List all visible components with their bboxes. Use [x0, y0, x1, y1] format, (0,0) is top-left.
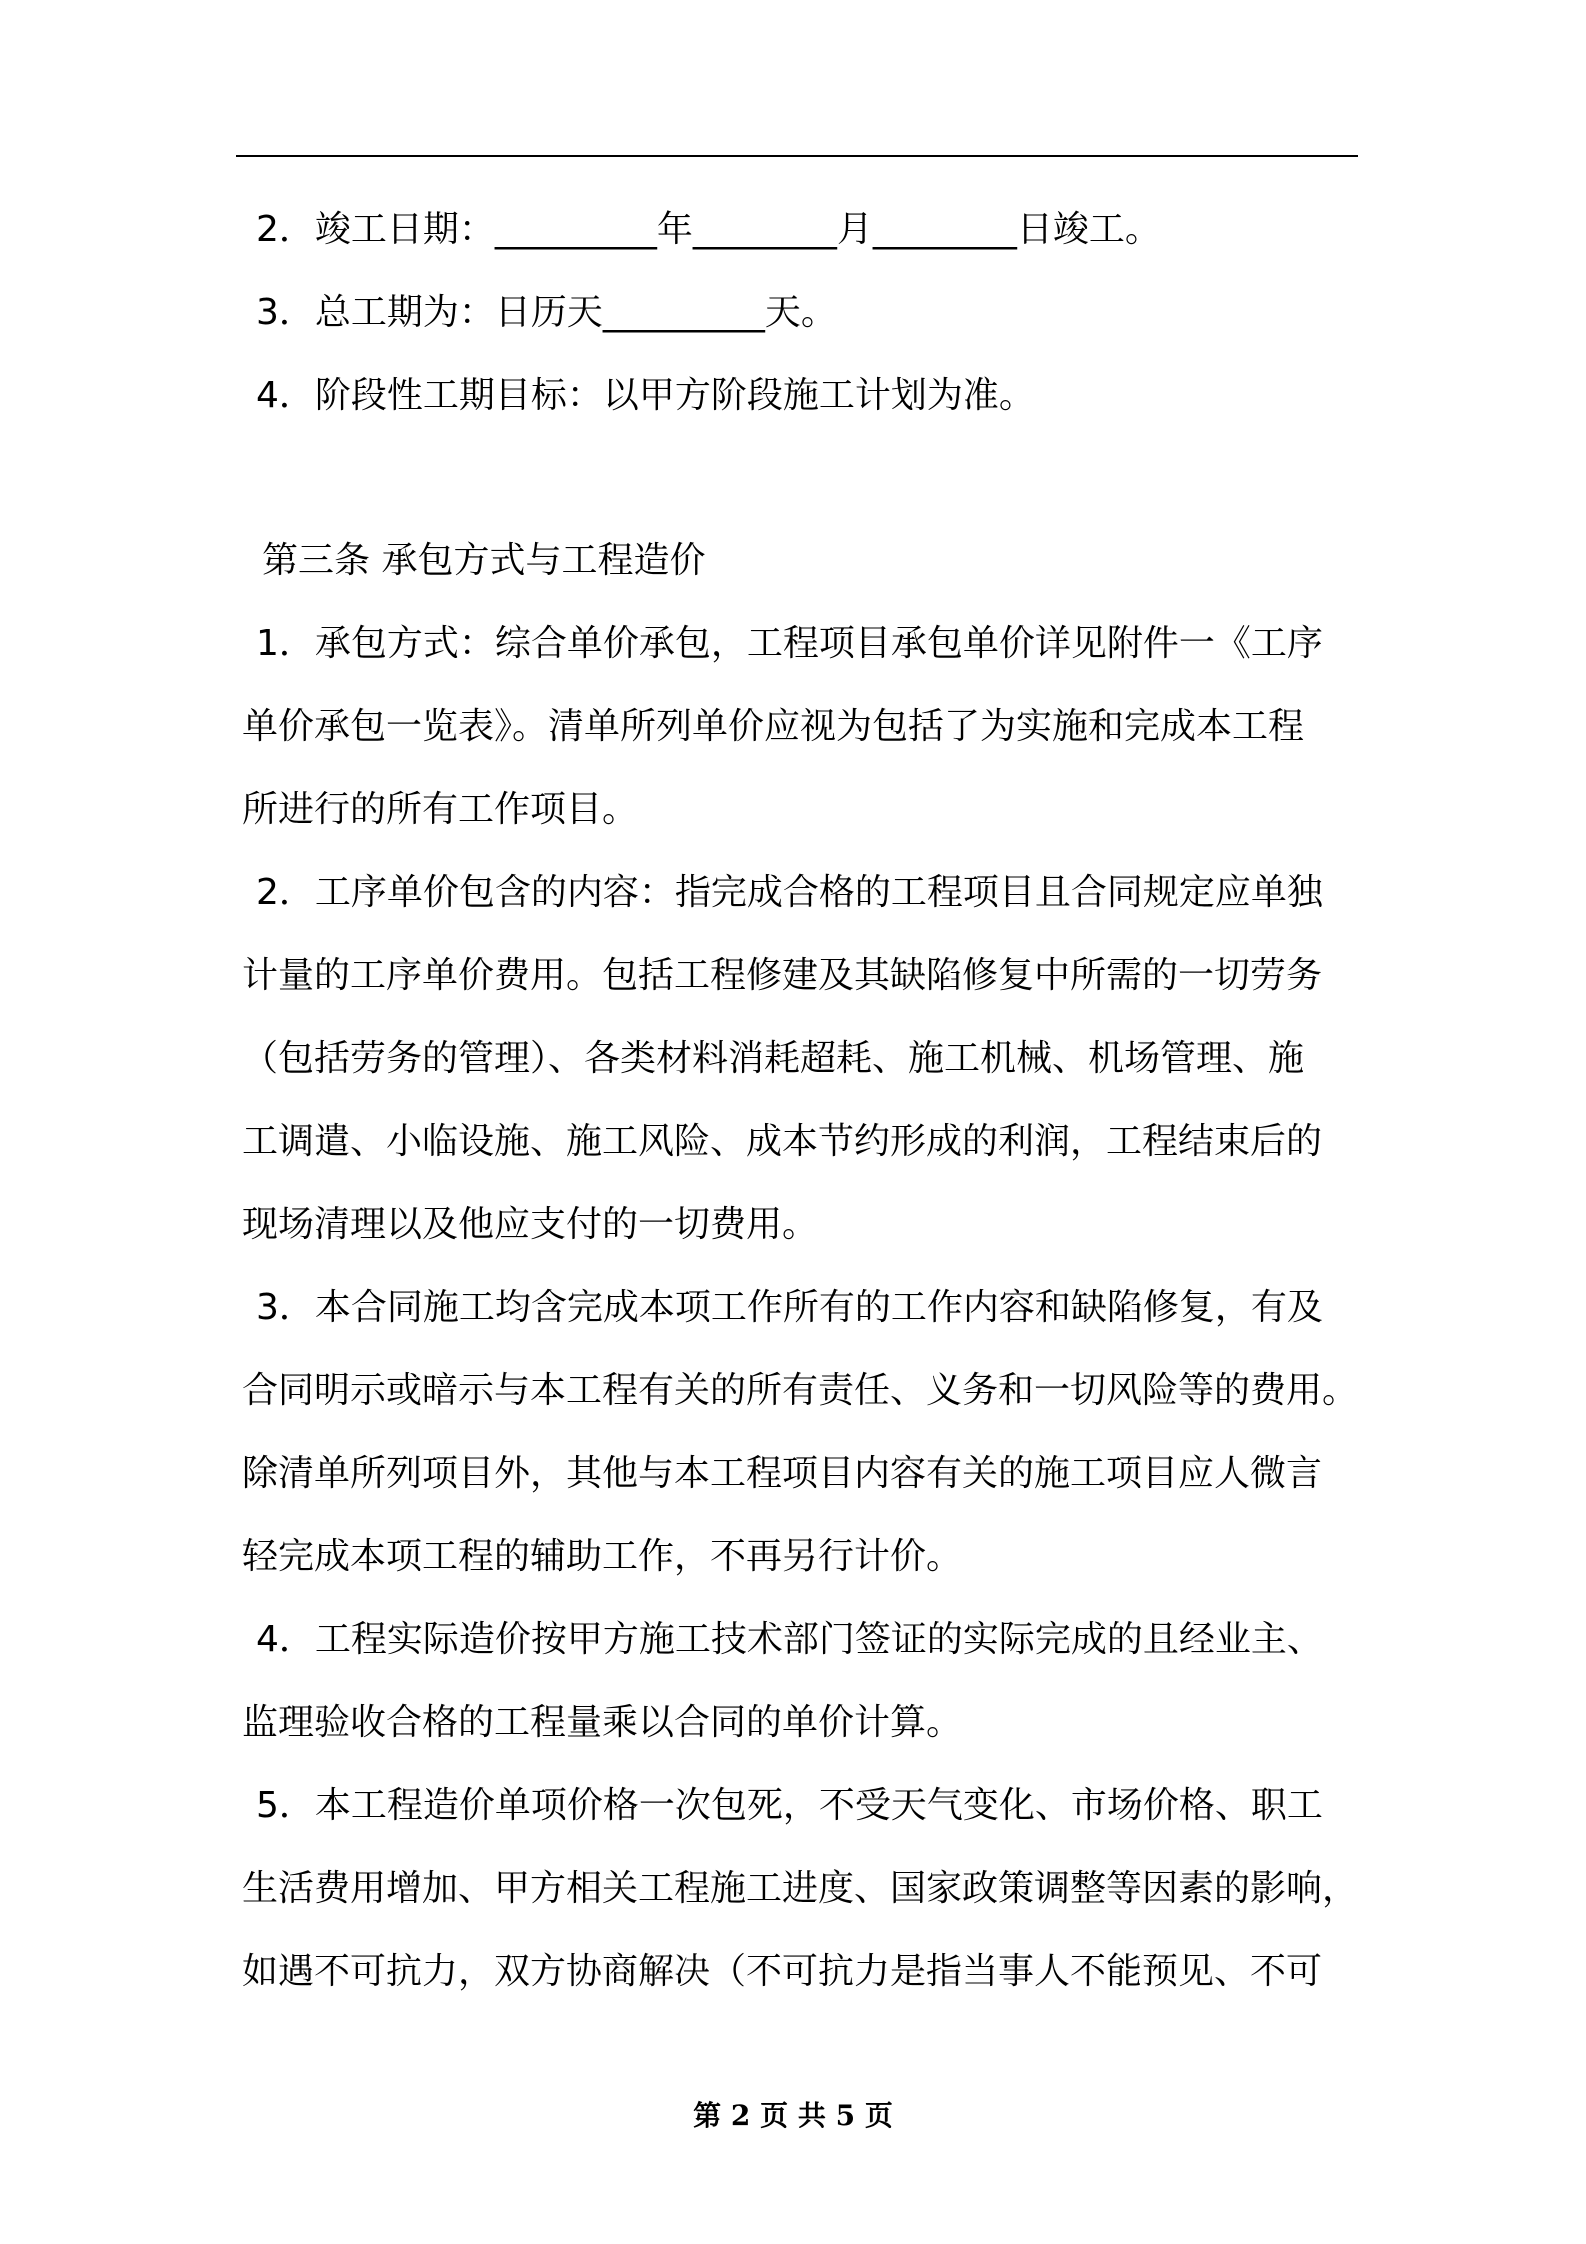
paragraph-line: 5．本工程造价单项价格一次包死，不受天气变化、市场价格、职工: [256, 1785, 1323, 1826]
paragraph-line: 2．工序单价包含的内容：指完成合格的工程项目且合同规定应单独: [256, 872, 1323, 913]
paragraph-line: （包括劳务的管理）、各类材料消耗超耗、施工机械、机场管理、施: [242, 1038, 1305, 1079]
header-rule: [236, 155, 1358, 157]
paragraph-line: 计量的工序单价费用。包括工程修建及其缺陷修复中所需的一切劳务: [242, 955, 1323, 996]
paragraph-line: 工调遣、小临设施、施工风险、成本节约形成的利润，工程结束后的: [242, 1121, 1323, 1162]
page-number: 第 2 页 共 5 页: [693, 2099, 893, 2132]
paragraph-line: 合同明示或暗示与本工程有关的所有责任、义务和一切风险等的费用。: [242, 1370, 1359, 1411]
completion-date-line: 2．竣工日期：_________年________月________日竣工。: [256, 209, 1161, 250]
paragraph-line: 如遇不可抗力，双方协商解决（不可抗力是指当事人不能预见、不可: [242, 1951, 1323, 1992]
paragraph-line: 单价承包一览表》。清单所列单价应视为包括了为实施和完成本工程: [242, 706, 1305, 747]
paragraph-line: 轻完成本项工程的辅助工作，不再另行计价。: [242, 1536, 963, 1577]
paragraph-line: 1．承包方式：综合单价承包，工程项目承包单价详见附件一《工序: [256, 623, 1323, 664]
paragraph-line: 现场清理以及他应支付的一切费用。: [242, 1204, 819, 1245]
paragraph-line: 除清单所列项目外，其他与本工程项目内容有关的施工项目应人微言: [242, 1453, 1323, 1494]
paragraph-line: 4．工程实际造价按甲方施工技术部门签证的实际完成的且经业主、: [256, 1619, 1323, 1660]
milestone-line: 4．阶段性工期目标：以甲方阶段施工计划为准。: [256, 375, 1035, 416]
paragraph-line: 生活费用增加、甲方相关工程施工进度、国家政策调整等因素的影响，: [242, 1868, 1359, 1909]
article-three-heading: 第三条 承包方式与工程造价: [262, 540, 706, 581]
paragraph-line: 监理验收合格的工程量乘以合同的单价计算。: [242, 1702, 963, 1743]
total-duration-line: 3．总工期为：日历天_________天。: [256, 292, 837, 333]
paragraph-line: 所进行的所有工作项目。: [242, 789, 639, 830]
paragraph-line: 3．本合同施工均含完成本项工作所有的工作内容和缺陷修复，有及: [256, 1287, 1323, 1328]
